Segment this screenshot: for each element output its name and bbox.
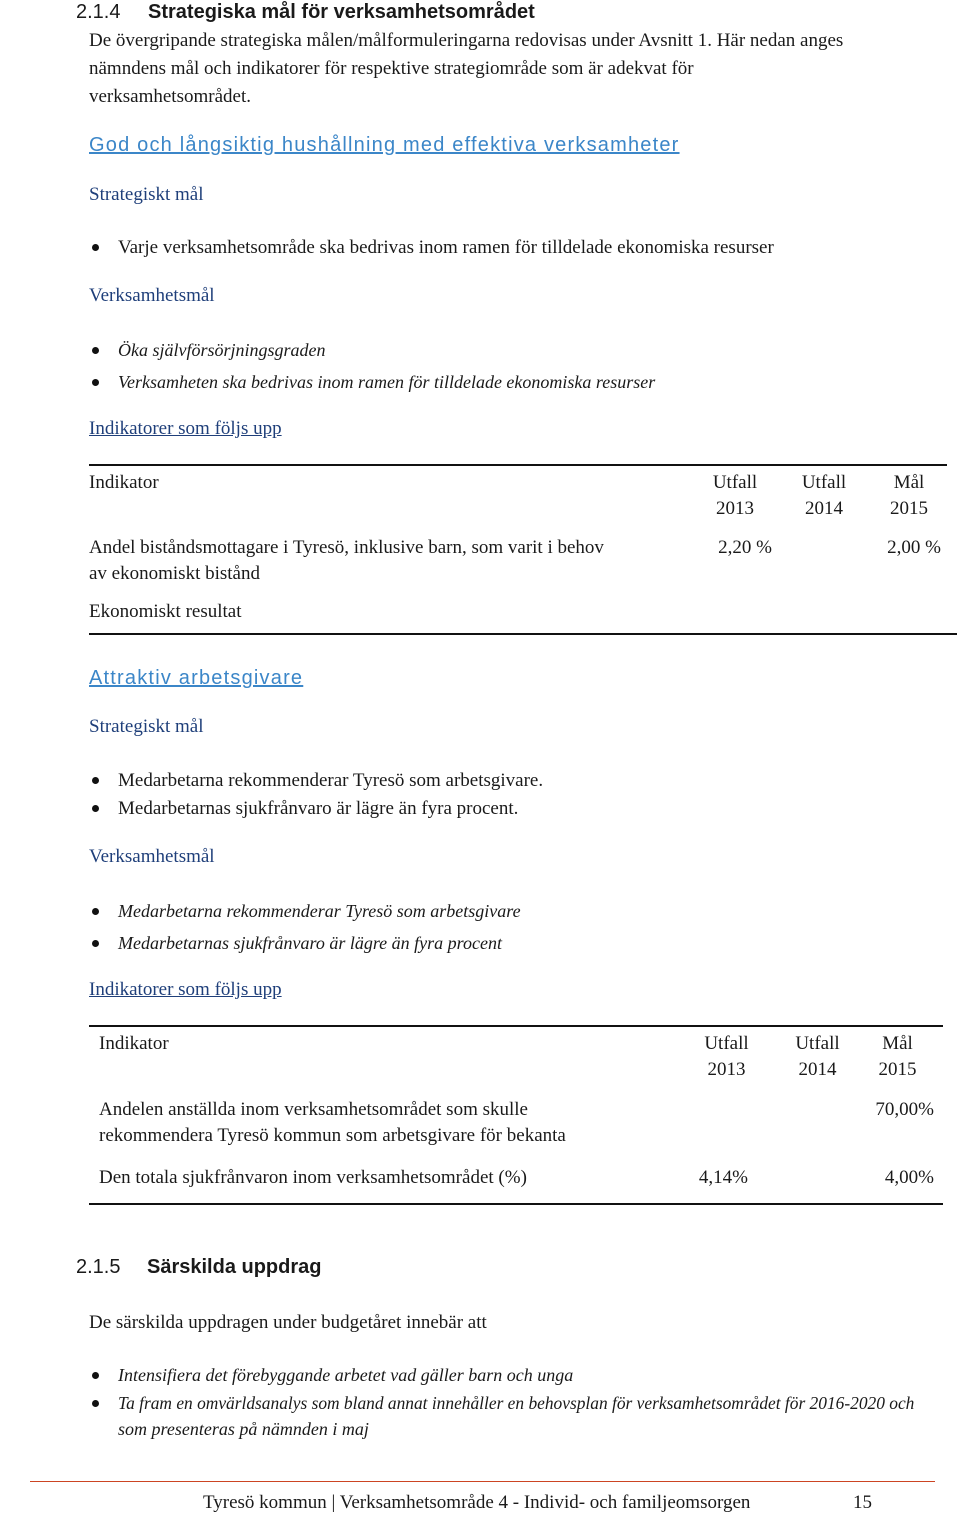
bullet-icon: [92, 908, 99, 915]
table-row-goal: 2,00 %: [887, 537, 941, 558]
area-heading: God och långsiktig hushållning med effektiva verksamheter: [89, 134, 680, 156]
operational-goal-item: Medarbetarna rekommenderar Tyresö som arbetsgivare: [118, 901, 521, 921]
table-header-year-2013: 2013: [707, 1059, 746, 1080]
table-row-indicator: Ekonomiskt resultat: [89, 601, 242, 622]
bullet-icon: [92, 1372, 99, 1379]
table-header-indicator: Indikator: [89, 472, 159, 493]
table-row-indicator: Den totala sjukfrånvaron inom verksamhetsområdet (%): [99, 1167, 527, 1188]
area-heading: Attraktiv arbetsgivare: [89, 667, 304, 689]
bullet-icon: [92, 347, 99, 354]
table-header-year-2014: 2014: [798, 1059, 837, 1080]
operational-goal-item: Verksamheten ska bedrivas inom ramen för tilldelade ekonomiska resurser: [118, 372, 656, 392]
section-title: Strategiska mål för verksamhetsområdet: [148, 1, 535, 23]
table-top-rule: [89, 1025, 943, 1027]
table-bottom-rule: [89, 633, 957, 635]
bullet-icon: [92, 244, 99, 251]
page-number: 15: [853, 1492, 872, 1513]
table-header-year-2014: 2014: [805, 498, 843, 519]
table-row-indicator: av ekonomiskt bistånd: [89, 563, 260, 584]
bullet-icon: [92, 379, 99, 386]
table-row-utfall-2013: 4,14%: [698, 1167, 748, 1188]
footer-rule: [30, 1481, 935, 1482]
section-title: Särskilda uppdrag: [147, 1256, 322, 1278]
table-header-utfall-2013: Utfall: [704, 1033, 749, 1054]
indicators-label: Indikatorer som följs upp: [89, 418, 282, 439]
table-row-indicator: Andel biståndsmottagare i Tyresö, inklusive barn, som varit i behov: [89, 537, 604, 558]
table-row-indicator: rekommendera Tyresö kommun som arbetsgivare för bekanta: [99, 1125, 566, 1146]
section-intro: De särskilda uppdragen under budgetåret innebär att: [89, 1312, 487, 1333]
table-top-rule: [89, 464, 947, 466]
intro-line: verksamhetsområdet.: [89, 86, 251, 107]
table-row-indicator: Andelen anställda inom verksamhetsområdet som skulle: [99, 1099, 528, 1120]
footer-text: Tyresö kommun | Verksamhetsområde 4 - Individ- och familjeomsorgen: [203, 1492, 751, 1513]
table-row-goal: 70,00%: [875, 1099, 934, 1120]
operational-goal-item: Öka självförsörjningsgraden: [118, 340, 326, 360]
table-header-utfall-2014: Utfall: [801, 472, 847, 493]
table-header-goal: Mål: [893, 472, 925, 493]
indicators-label: Indikatorer som följs upp: [89, 979, 282, 1000]
strategic-goal-item: Medarbetarnas sjukfrånvaro är lägre än fyra procent.: [118, 798, 519, 819]
table-header-year-2015: 2015: [878, 1059, 917, 1080]
intro-line: De övergripande strategiska målen/målformuleringarna redovisas under Avsnitt 1. Här nedan anges: [89, 30, 844, 51]
table-header-utfall-2013: Utfall: [712, 472, 758, 493]
bullet-icon: [92, 940, 99, 947]
table-header-year-2013: 2013: [716, 498, 754, 519]
assignment-item: Ta fram en omvärldsanalys som bland annat innehåller en behovsplan för verksamhetsområdet för 2016-2020 och: [118, 1393, 915, 1413]
table-header-year-2015: 2015: [890, 498, 928, 519]
bullet-icon: [92, 777, 99, 784]
table-bottom-rule: [89, 1203, 943, 1205]
strategic-goal-item: Varje verksamhetsområde ska bedrivas inom ramen för tilldelade ekonomiska resurser: [118, 237, 774, 258]
table-row-goal: 4,00%: [884, 1167, 934, 1188]
intro-line: nämndens mål och indikatorer för respektive strategiområde som är adekvat för: [89, 58, 694, 79]
table-row-utfall-2013: 2,20 %: [718, 537, 772, 558]
operational-goal-label: Verksamhetsmål: [89, 285, 215, 306]
assignment-item: Intensifiera det förebyggande arbetet vad gäller barn och unga: [118, 1365, 574, 1385]
strategic-goal-label: Strategiskt mål: [89, 184, 204, 205]
strategic-goal-label: Strategiskt mål: [89, 716, 204, 737]
section-number: 2.1.4: [76, 1, 121, 23]
operational-goal-label: Verksamhetsmål: [89, 846, 215, 867]
bullet-icon: [92, 1400, 99, 1407]
strategic-goal-item: Medarbetarna rekommenderar Tyresö som arbetsgivare.: [118, 770, 544, 791]
bullet-icon: [92, 805, 99, 812]
assignment-item-continued: som presenteras på nämnden i maj: [118, 1419, 369, 1439]
section-number: 2.1.5: [76, 1256, 121, 1278]
operational-goal-item: Medarbetarnas sjukfrånvaro är lägre än fyra procent: [118, 933, 502, 953]
table-header-utfall-2014: Utfall: [795, 1033, 840, 1054]
table-header-indicator: Indikator: [99, 1033, 169, 1054]
table-header-goal: Mål: [882, 1033, 913, 1054]
